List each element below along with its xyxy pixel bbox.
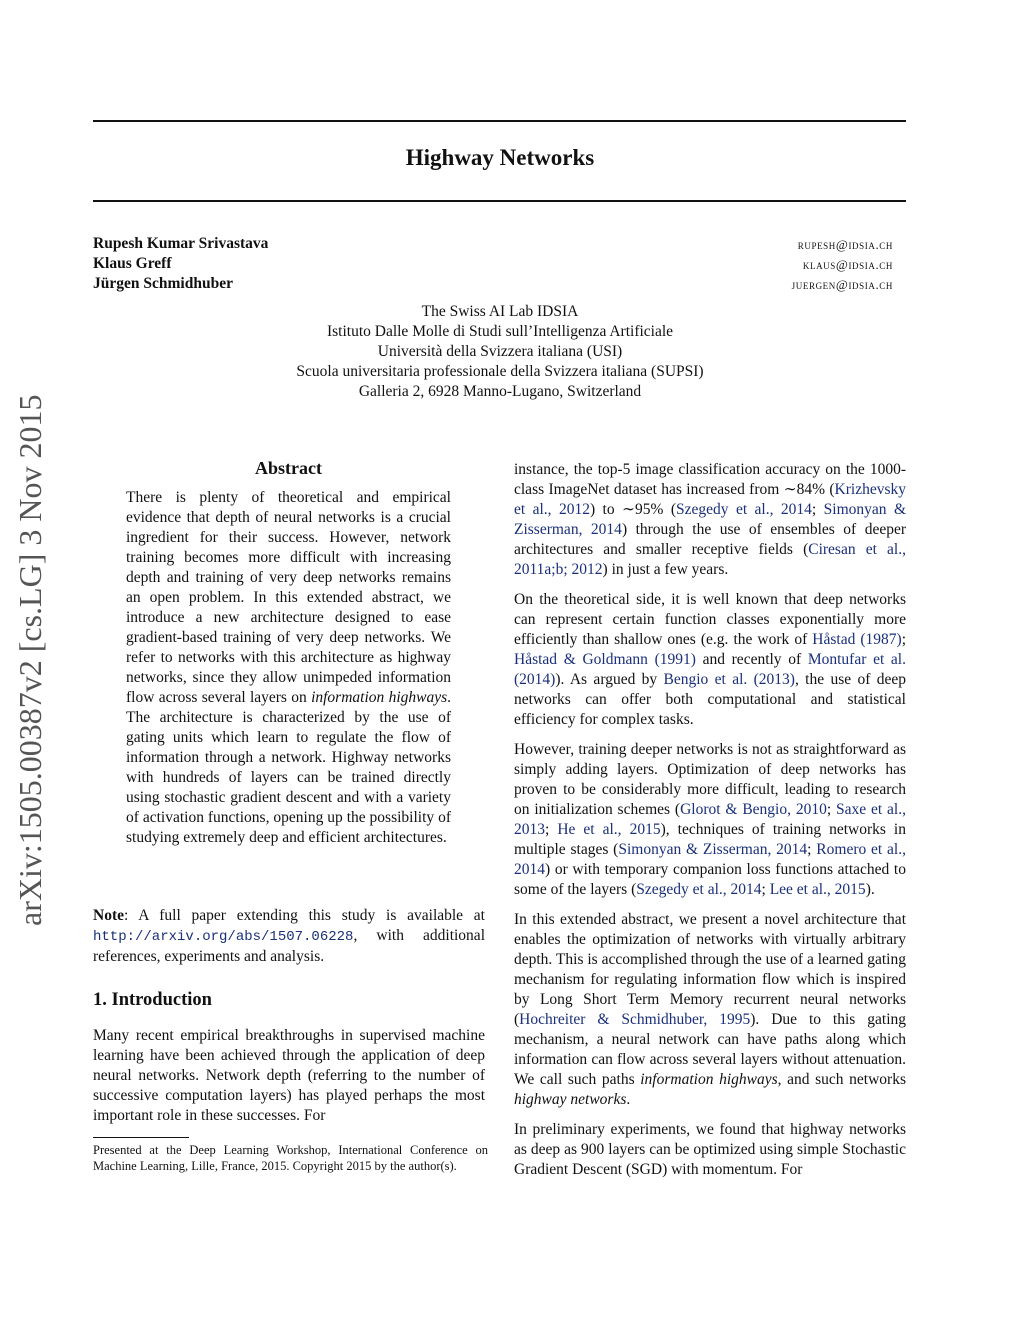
emphasis: information highways <box>640 1071 778 1088</box>
section-heading-introduction: 1. Introduction <box>93 990 212 1010</box>
paper-title: Highway Networks <box>405 145 595 170</box>
author-email: juergen@idsia.ch <box>791 277 893 292</box>
citation-link[interactable]: Hochreiter & Schmidhuber, 1995 <box>519 1011 751 1028</box>
author-email: klaus@idsia.ch <box>802 257 893 272</box>
emphasis: highway networks <box>514 1091 627 1108</box>
citation-link[interactable]: Saxe et al., 2013 <box>514 801 906 838</box>
citation-link[interactable]: Glorot & Bengio, 2010 <box>680 801 827 818</box>
author-name: Klaus Greff <box>93 255 172 272</box>
citation-link[interactable]: Szegedy et al., 2014 <box>676 501 812 518</box>
title-top-rule <box>93 120 906 122</box>
body-paragraph: instance, the top-5 image classification accuracy on the 1000-class ImageNet dataset has increased from ∼84% (Krizhevsky et al., 2012) to ∼95% (Szegedy et al., 2014; Simonyan & Zisserman, 2014) through the use of ensembles of deeper architectures and smaller receptive fields (Ciresan et al., 2011a;b; 2012) in just a few years. <box>514 461 906 578</box>
citation-link[interactable]: Montufar et al. (2014) <box>514 651 906 688</box>
body-paragraph: However, training deeper networks is not as straightforward as simply adding layers. Optimization of deep networks has proven to be considerably more difficult, leading to research on initialization schemes (Glorot & Bengio, 2010; Saxe et al., 2013; He et al., 2015), techniques of training networks in multiple stages (Simonyan & Zisserman, 2014; Romero et al., 2014) or with temporary companion loss functions attached to some of the layers (Szegedy et al., 2014; Lee et al., 2015). <box>514 741 906 898</box>
affiliation-line: Università della Svizzera italiana (USI) <box>377 343 623 360</box>
right-column <box>514 460 906 1190</box>
introduction-paragraph: Many recent empirical breakthroughs in supervised machine learning have been achieved through the application of deep neural networks. Network depth (referring to the number of successive computation layers) has played perhaps the most important role in these successes. For <box>93 1027 485 1124</box>
citation-link[interactable]: Krizhevsky et al., 2012 <box>514 481 906 518</box>
citation-link[interactable]: Romero et al., 2014 <box>514 841 906 878</box>
citation-link[interactable]: Lee et al., 2015 <box>769 881 866 898</box>
affiliation-block <box>0 302 1000 402</box>
citation-link[interactable]: Szegedy et al., 2014 <box>636 881 762 898</box>
affiliation-line: The Swiss AI Lab IDSIA <box>421 303 579 320</box>
affiliation-line: Galleria 2, 6928 Manno-Lugano, Switzerland <box>358 383 642 400</box>
body-paragraph: On the theoretical side, it is well known that deep networks can represent certain function classes exponentially more efficiently than shallow ones (e.g. the work of Håstad (1987); Håstad & Goldmann (1991) and recently of Montufar et al. (2014)). As argued by Bengio et al. (2013), the use of deep networks can offer both computational and statistical efficiency for complex tasks. <box>514 591 906 728</box>
body-paragraph: In this extended abstract, we present a novel architecture that enables the optimization of networks with virtually arbitrary depth. This is accomplished through the use of a learned gating mechanism for regulating information flow which is inspired by Long Short Term Memory recurrent neural networks (Hochreiter & Schmidhuber, 1995). Due to this gating mechanism, a neural network can have paths along which information can flow across several layers without attenuation. We call such paths information highways, and such networks highway networks. <box>514 911 907 1108</box>
citation-link[interactable]: He et al., 2015 <box>557 821 661 838</box>
author-email: rupesh@idsia.ch <box>797 237 893 252</box>
abstract-heading: Abstract <box>255 458 322 478</box>
citation-link[interactable]: Håstad (1987) <box>812 631 902 648</box>
affiliation-line: Scuola universitaria professionale della Svizzera italiana (SUPSI) <box>296 363 704 380</box>
citation-link[interactable]: Simonyan & Zisserman, 2014 <box>618 841 808 858</box>
footnote: Presented at the Deep Learning Workshop, International Conference on Machine Learning, Lille, France, 2015. Copyright 2015 by the author(s). <box>93 1143 488 1173</box>
citation-link[interactable]: Bengio et al. (2013) <box>663 671 795 688</box>
emphasis: information highways <box>311 689 448 706</box>
author-name: Jürgen Schmidhuber <box>93 275 233 292</box>
abstract-body: There is plenty of theoretical and empirical evidence that depth of neural networks is a crucial ingredient for their success. However, network training becomes more difficult with increasing depth and training of very deep networks remains an open problem. In this extended abstract, we introduce a new architecture designed to ease gradient-based training of very deep networks. We refer to networks with this architecture as highway networks, since they allow unimpeded information flow across several layers on information highways. The architecture is characterized by the use of gating units which learn to regulate the flow of information through a network. Highway networks with hundreds of layers can be trained directly using stochastic gradient descent and with a variety of activation functions, opening up the possibility of studying extremely deep and efficient architectures. <box>126 489 451 846</box>
arxiv-link[interactable]: http://arxiv.org/abs/1507.06228 <box>93 929 354 945</box>
note-paragraph: Note: A full paper extending this study is available at http://arxiv.org/abs/1507.06228, with additional references, experiments and analysis. <box>93 907 485 965</box>
title-bottom-rule <box>93 200 906 202</box>
footnote-rule <box>93 1137 189 1138</box>
author-name: Rupesh Kumar Srivastava <box>93 235 269 252</box>
citation-link[interactable]: Håstad & Goldmann (1991) <box>514 651 696 668</box>
arxiv-identifier: arXiv:1505.00387v2 [cs.LG] 3 Nov 2015 <box>12 394 48 926</box>
citation-link[interactable]: Ciresan et al., 2011a;b; 2012 <box>514 541 906 578</box>
affiliation-line: Istituto Dalle Molle di Studi sull’Intelligenza Artificiale <box>326 323 674 340</box>
citation-link[interactable]: Simonyan & Zisserman, 2014 <box>514 501 906 538</box>
body-paragraph: In preliminary experiments, we found that highway networks as deep as 900 layers can be optimized using simple Stochastic Gradient Descent (SGD) with momentum. For <box>514 1121 906 1178</box>
note-label: Note <box>93 907 124 924</box>
